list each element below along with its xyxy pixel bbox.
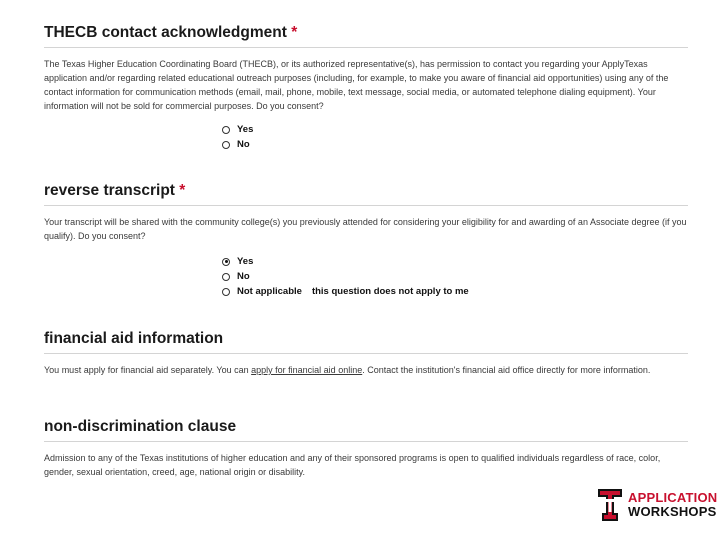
thecb-yes-option[interactable] [222,122,253,137]
logo-line-application: APPLICATION [628,490,718,505]
logo-line-workshops: WORKSHOPS [628,504,717,519]
option-label: Yes [237,124,254,135]
section-heading [44,418,688,442]
section-heading [44,330,688,354]
thecb-consent-options [222,122,253,152]
section-title: reverse transcript [44,182,175,199]
logo-wordmark [628,491,717,519]
transcript-no-option[interactable] [222,269,469,284]
thecb-yes-radio[interactable] [222,126,230,134]
apply-financial-aid-link[interactable]: apply for financial aid online [251,365,363,375]
text-before: You must apply for financial aid separately. You can [44,365,252,375]
section-financial-aid [44,330,688,377]
text-after: . Contact the institution's financial aid office directly for more information. [362,365,651,375]
section-thecb-contact [44,24,688,113]
option-label: Not applicable [237,286,302,297]
section-heading [44,182,688,206]
section-title: THECB contact acknowledgment [44,24,287,41]
double-t-logo-icon [597,488,623,522]
section-title: financial aid information [44,330,224,347]
required-asterisk: * [291,24,298,41]
thecb-no-radio[interactable] [222,141,230,149]
section-non-discrimination [44,418,688,479]
consent-text: The Texas Higher Education Coordinating Board (THECB), or its authorized representative(s), has permission to contact you regarding your ApplyTexas application and/or regarding related educational outreach purposes (including, for example, to make you aware of financial aid opportunities) using any of the contact information for communication methods (email, mail, phone, mobile, text message, social media, or automated telephone dialing equipment). Your information will not be sold for commercial purposes. Do you consent? [44,59,669,111]
transcript-not-applicable-option[interactable] [222,284,469,299]
section-heading [44,24,688,48]
option-description: this question does not apply to me [311,286,469,297]
transcript-yes-radio[interactable] [222,258,230,266]
consent-text: Your transcript will be shared with the community college(s) you previously attended for considering your eligibility for and awarding of an Associate degree (if you qualify). Do you consent? [44,217,687,241]
reverse-transcript-options [222,254,469,299]
non-discrimination-text: Admission to any of the Texas institutions of higher education and any of their sponsored programs is open to qualified individuals regardless of race, color, gender, sexual orientation, creed, age, national origin or disability. [44,453,661,477]
section-title: non-discrimination clause [44,418,237,435]
option-label: No [237,139,250,150]
application-workshops-logo [597,488,717,522]
option-label: No [237,271,250,282]
transcript-not-applicable-radio[interactable] [222,288,230,296]
transcript-yes-option[interactable] [222,254,469,269]
thecb-no-option[interactable] [222,137,253,152]
required-asterisk: * [179,182,186,199]
option-label: Yes [237,256,254,267]
financial-aid-text [44,363,688,377]
section-reverse-transcript [44,182,688,243]
transcript-no-radio[interactable] [222,273,230,281]
